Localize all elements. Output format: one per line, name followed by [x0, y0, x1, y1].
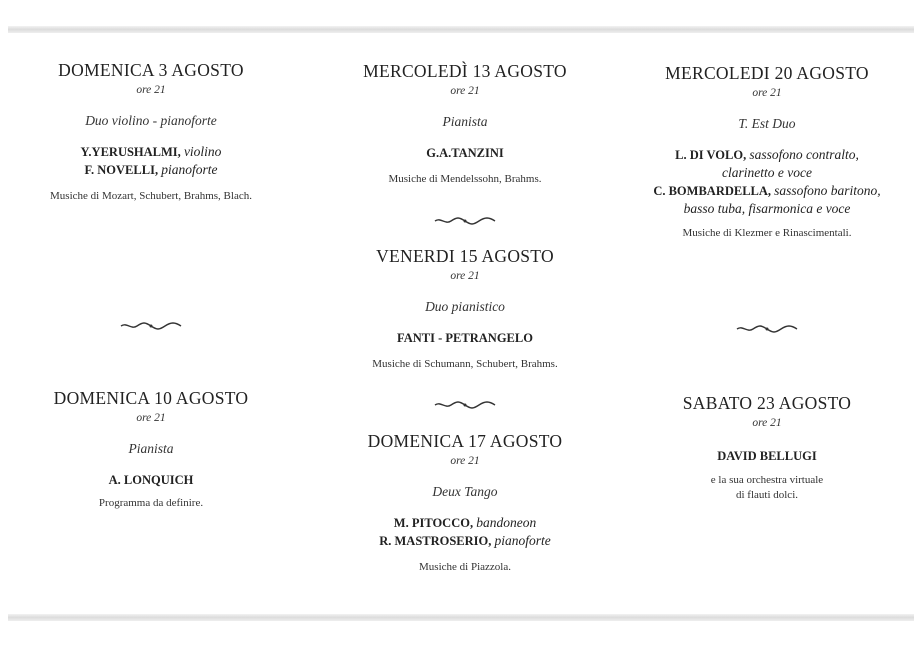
event-ensemble: Pianista [442, 114, 488, 129]
event-time: ore 21 [136, 84, 166, 96]
event-time: ore 21 [450, 270, 480, 282]
performer-instrument: bandoneon [476, 515, 537, 530]
performer-instrument: sassofono baritono, [774, 183, 881, 198]
event-card-aug-17 [322, 431, 608, 575]
performer-line [322, 144, 608, 162]
event-date: MERCOLEDI 20 AGOSTO [665, 63, 869, 83]
performer-instrument: violino [183, 144, 222, 159]
performer-line [322, 329, 608, 347]
performer-instrument: pianoforte [494, 533, 551, 548]
performer-line [622, 447, 912, 465]
performer-line [10, 143, 292, 161]
event-program: Programma da definire. [98, 497, 204, 509]
event-time: ore 21 [136, 412, 166, 424]
performer-name: R. MASTROSERIO, [379, 534, 492, 548]
performer-list [622, 447, 912, 465]
performer-line [322, 514, 608, 532]
performer-name: F. NOVELLI, [84, 163, 159, 177]
performer-instrument: sassofono contralto, [749, 147, 859, 162]
event-program [622, 473, 912, 503]
event-card-aug-15 [322, 246, 608, 372]
performer-list [322, 329, 608, 347]
scroll-ornament-icon [119, 322, 183, 330]
event-ensemble: Deux Tango [432, 484, 498, 499]
performer-name: FANTI - PETRANGELO [397, 331, 533, 345]
event-program-line: di flauti dolci. [735, 489, 798, 501]
performer-line [622, 146, 912, 164]
event-date: DOMENICA 10 AGOSTO [53, 388, 249, 408]
event-time: ore 21 [450, 455, 480, 467]
performer-line [622, 200, 912, 218]
performer-line [622, 164, 912, 182]
scroll-ornament-icon [735, 325, 799, 333]
event-card-aug-13 [322, 61, 608, 187]
top-rule [8, 26, 914, 33]
event-date: DOMENICA 17 AGOSTO [367, 431, 563, 451]
event-ensemble: Pianista [128, 441, 174, 456]
performer-name: G.A.TANZINI [426, 146, 504, 160]
event-ensemble: Duo violino - pianoforte [85, 113, 217, 128]
event-program: Musiche di Piazzola. [419, 561, 511, 573]
performer-instrument: basso tuba, fisarmonica e voce [683, 201, 851, 216]
event-program: Musiche di Mendelssohn, Brahms. [388, 173, 542, 185]
event-card-aug-10 [10, 388, 292, 511]
performer-name: L. DI VOLO, [675, 148, 747, 162]
scroll-ornament-icon [433, 401, 497, 409]
event-card-aug-3 [10, 60, 292, 204]
event-card-aug-20 [622, 63, 912, 241]
event-program: Musiche di Schumann, Schubert, Brahms. [372, 358, 558, 370]
performer-name: DAVID BELLUGI [717, 449, 817, 463]
event-date: VENERDI 15 AGOSTO [376, 246, 554, 266]
performer-name: M. PITOCCO, [393, 516, 474, 530]
bottom-rule [8, 614, 914, 621]
event-date: SABATO 23 AGOSTO [682, 393, 852, 413]
performer-instrument: clarinetto e voce [722, 165, 812, 180]
performer-name: Y.YERUSHALMI, [80, 145, 181, 159]
performer-list [322, 514, 608, 550]
performer-line [622, 182, 912, 200]
performer-list [622, 146, 912, 218]
performer-name: C. BOMBARDELLA, [653, 184, 772, 198]
performer-instrument: pianoforte [161, 162, 218, 177]
event-program: Musiche di Klezmer e Rinascimentali. [682, 227, 852, 239]
event-card-aug-23 [622, 393, 912, 503]
event-time: ore 21 [752, 87, 782, 99]
performer-name: A. LONQUICH [108, 473, 194, 487]
event-program-line: e la sua orchestra virtuale [710, 474, 824, 486]
scroll-ornament-icon [433, 217, 497, 225]
event-date: DOMENICA 3 AGOSTO [58, 60, 244, 80]
event-date: MERCOLEDÌ 13 AGOSTO [363, 61, 567, 81]
event-program: Musiche di Mozart, Schubert, Brahms, Blach. [50, 190, 252, 202]
event-ensemble: T. Est Duo [738, 116, 796, 131]
event-ensemble: Duo pianistico [425, 299, 505, 314]
performer-list [322, 144, 608, 162]
event-time: ore 21 [450, 85, 480, 97]
performer-list [10, 471, 292, 489]
performer-line [322, 532, 608, 550]
performer-list [10, 143, 292, 179]
event-time: ore 21 [752, 417, 782, 429]
performer-line [10, 161, 292, 179]
performer-line [10, 471, 292, 489]
